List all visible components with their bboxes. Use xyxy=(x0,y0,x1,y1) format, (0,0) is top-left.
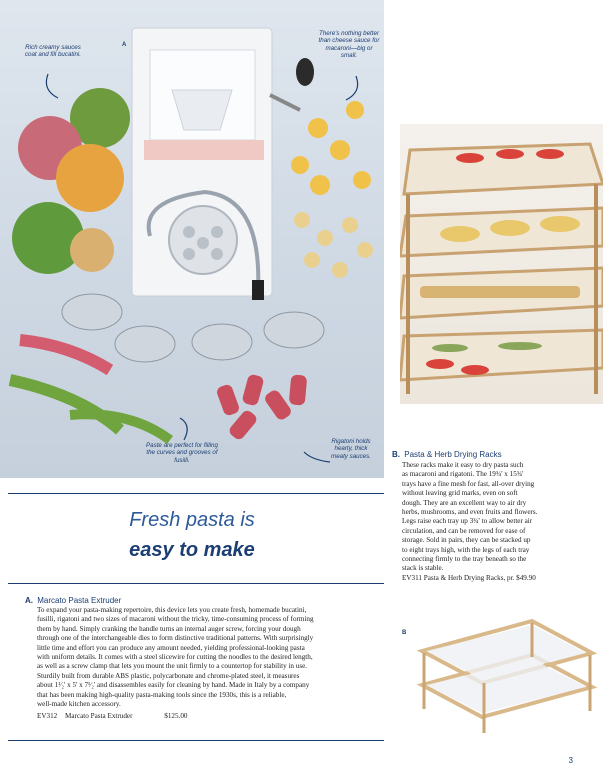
product-b-tag: B. xyxy=(392,450,400,459)
product-b-line: circulation, and can be removed for ease of xyxy=(402,526,526,535)
product-a-description xyxy=(37,606,382,709)
callout-fusilli: Paste are perfect for filling the curves and grooves of fusilli. xyxy=(146,442,218,464)
product-b-line: storage. Sold in pairs, they can be stacked up xyxy=(402,536,531,545)
product-b-line: Legs raise each tray up 3¾' to allow better air xyxy=(402,517,533,526)
headline-bottom-rule xyxy=(8,583,384,584)
product-a-line: with uniform details. It comes with a steel slicewire for cutting the noodles to the desired length, xyxy=(37,653,313,662)
drying-racks-illustration xyxy=(400,124,603,404)
product-a-sku xyxy=(37,712,187,720)
callout-bucatini: Rich creamy sauces coat and fill bucatini. xyxy=(24,44,82,59)
product-a-line: fusilli, rigatoni and two sizes of macaroni without the tricky, time-consuming process of forming xyxy=(37,615,314,624)
product-a-line: as well as a screw clamp that lets you mount the unit firmly to a countertop for stability in use. xyxy=(37,662,308,671)
drying-rack-illustration xyxy=(400,613,603,735)
product-a-sku-code: EV312 xyxy=(37,712,58,720)
product-b-line: stack is stable. xyxy=(402,564,444,573)
product-a-line: little time and effort you can produce any amount needed, yielding professional-looking pasta xyxy=(37,643,305,652)
product-a-line: that has been making high-quality pasta-making tools since the 1930s, this is a reliable, xyxy=(37,690,287,699)
product-b-line: as macaroni and rigatoni. The 19¾' x 15¾' xyxy=(402,470,524,479)
headline-line-1: Fresh pasta is xyxy=(129,509,255,531)
product-a-line: Sturdily built from durable ABS plastic, polycarbonate and chrome-plated steel, it measures xyxy=(37,671,300,680)
product-b-line: connecting firmly to the tray beneath so the xyxy=(402,555,527,564)
product-b-heading xyxy=(392,450,502,459)
product-a-tag: A. xyxy=(25,596,33,605)
product-a-heading xyxy=(25,596,121,605)
product-b-line: dough. They are an excellent way to air dry xyxy=(402,498,527,507)
product-b-line: These racks make it easy to dry pasta such xyxy=(402,461,524,469)
product-b-sku: EV311 Pasta & Herb Drying Racks, pr. $49.90 xyxy=(402,573,536,582)
product-a-line: To expand your pasta-making repertoire, this device lets you create fresh, homemade bucatini, xyxy=(37,606,307,614)
product-b-line: herbs, mushrooms, and even fruits and flowers. xyxy=(402,508,538,517)
product-a-line: through one of the interchangeable dies to form distinctive traditional patterns. With surprisingly xyxy=(37,634,314,643)
product-b-line: without leaving grid marks, even on soft xyxy=(402,489,518,498)
product-a-price: $125.00 xyxy=(164,712,188,720)
product-a-sku-name: Marcato Pasta Extruder xyxy=(65,712,133,720)
headline-line-2: easy to make xyxy=(129,539,255,561)
extruder-scene-illustration xyxy=(0,0,384,478)
illus-letter-b: B xyxy=(402,630,407,636)
product-b-line: trays have a fine mesh for fast, all-over drying xyxy=(402,479,535,488)
product-a-line: well-made kitchen accessory. xyxy=(37,700,121,709)
extruder-photo xyxy=(0,0,384,478)
product-a-title: Marcato Pasta Extruder xyxy=(37,596,122,605)
page-number: 3 xyxy=(568,756,573,765)
product-b-line: to eight trays high, with the legs of each tray xyxy=(402,545,530,554)
callout-macaroni: There's nothing better than cheese sauce for macaroni—big or small. xyxy=(318,30,380,60)
photo-letter-a: A xyxy=(122,42,127,48)
drying-rack-product-image xyxy=(400,613,603,735)
product-a-line: them by hand. Simply cranking the handle turns an internal auger screw, forcing your dough xyxy=(37,624,301,633)
footer-rule xyxy=(8,740,384,741)
product-b-title: Pasta & Herb Drying Racks xyxy=(404,450,502,459)
callout-rigatoni: Rigatoni holds hearty, thick meaty sauces. xyxy=(331,438,371,460)
product-a-line: about 1¹⁄₂' x 5' x 7¹⁄₂' and disassembles easily for cleaning by hand. Made in Italy by a company xyxy=(37,681,310,690)
headline-top-rule xyxy=(8,493,384,494)
drying-racks-photo xyxy=(400,124,603,404)
product-b-description xyxy=(402,461,598,583)
